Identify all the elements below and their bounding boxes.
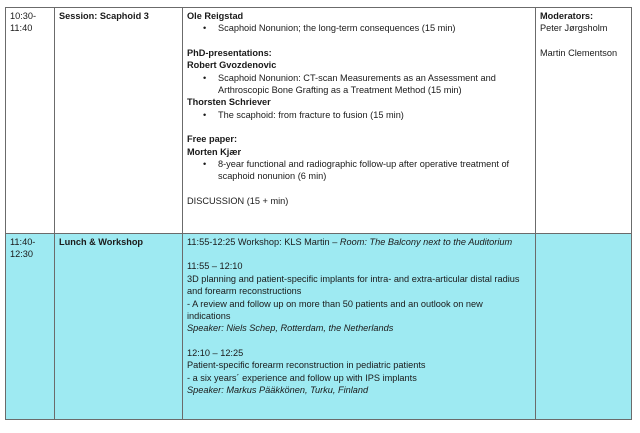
section-heading: Free paper: xyxy=(187,134,238,145)
spacer xyxy=(540,35,627,47)
list-item xyxy=(218,158,531,183)
time-cell xyxy=(6,8,55,234)
moderators-heading: Moderators: xyxy=(540,11,594,21)
time-end: 12:30 xyxy=(10,249,33,260)
slot-line: - A review and follow up on more than 50 patients and an outlook on new xyxy=(187,298,483,309)
content-cell xyxy=(183,8,536,234)
speaker-name: Robert Gvozdenovic xyxy=(187,60,277,71)
speaker-name: Thorsten Schriever xyxy=(187,97,271,108)
moderators-cell xyxy=(536,234,632,420)
time-start: 11:40- xyxy=(10,237,36,247)
talk-list xyxy=(187,72,531,97)
moderator-name: Martin Clementson xyxy=(540,47,618,58)
list-item: • Scaphoid Nonunion; the long-term consequences (15 min) xyxy=(218,22,531,34)
workshop-room: Room: The Balcony next to the Auditorium xyxy=(339,237,513,247)
talk-line: • 8-year functional and radiographic follow-up after operative treatment of xyxy=(218,159,510,170)
spacer xyxy=(187,121,531,133)
slot-line: Patient-specific forearm reconstruction in pediatric patients xyxy=(187,360,426,371)
programme-table xyxy=(5,7,632,420)
slot-line: - a six years´ experience and follow up with IPS implants xyxy=(187,372,417,383)
time-start: 10:30- xyxy=(10,11,37,21)
time-cell xyxy=(6,234,55,420)
workshop-title: 11:55-12:25 Workshop: KLS Martin – xyxy=(187,237,340,247)
slot-line: 3D planning and patient-specific implants for intra- and extra-articular distal radius xyxy=(187,273,520,284)
discussion-text: DISCUSSION (15 + min) xyxy=(187,195,289,206)
talk-list xyxy=(187,158,531,183)
talk-line: scaphoid nonunion (6 min) xyxy=(218,171,327,182)
talk-list xyxy=(187,109,531,121)
workshop-line xyxy=(187,236,531,248)
spacer xyxy=(187,183,531,195)
spacer xyxy=(187,335,531,347)
list-item xyxy=(218,72,531,97)
session-title: Session: Scaphoid 3 xyxy=(59,11,149,21)
time-end: 11:40 xyxy=(10,23,33,34)
session-title: Lunch & Workshop xyxy=(59,237,144,247)
spacer xyxy=(187,35,531,47)
content-cell xyxy=(183,234,536,420)
talk-line: • Scaphoid Nonunion: CT-scan Measurements as an Assessment and xyxy=(218,72,496,83)
talk-line: Arthroscopic Bone Grafting as a Treatment Method (15 min) xyxy=(218,85,462,96)
slot-time: 12:10 – 12:25 xyxy=(187,347,244,358)
table-row xyxy=(6,234,632,420)
slot-speaker: Speaker: Niels Schep, Rotterdam, the Netherlands xyxy=(187,323,394,334)
slot-line: and forearm reconstructions xyxy=(187,286,302,297)
section-heading: PhD-presentations: xyxy=(187,47,272,58)
slot-speaker: Speaker: Markus Pääkkönen, Turku, Finland xyxy=(187,385,369,396)
list-item: • The scaphoid: from fracture to fusion (15 min) xyxy=(218,109,531,121)
moderator-name: Peter Jørgsholm xyxy=(540,23,608,34)
table-row xyxy=(6,8,632,234)
slot-line: indications xyxy=(187,311,231,322)
slot-time: 11:55 – 12:10 xyxy=(187,261,243,272)
session-cell xyxy=(55,8,183,234)
talk-list xyxy=(187,22,531,34)
speaker-name: Ole Reigstad xyxy=(187,11,244,21)
session-cell xyxy=(55,234,183,420)
speaker-name: Morten Kjær xyxy=(187,146,242,157)
spacer xyxy=(187,248,531,260)
moderators-cell xyxy=(536,8,632,234)
